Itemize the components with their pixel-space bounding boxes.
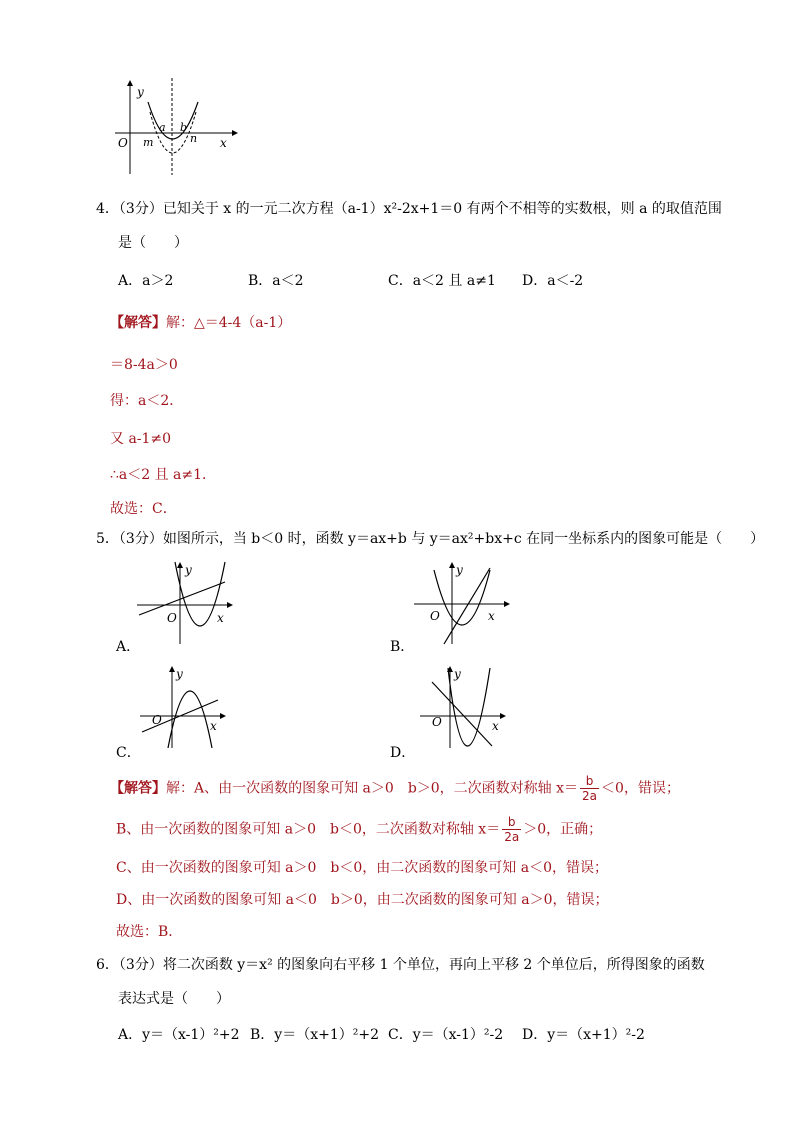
b-x-arrow <box>504 601 510 607</box>
d-x-arrow <box>500 713 506 719</box>
q4-answer <box>110 312 291 332</box>
q5-answer-line4: D、由一次函数的图象可知 a＜0 b＞0，由二次函数的图象可知 a＞0，错误； <box>116 892 609 908</box>
a-origin-label: O <box>167 611 177 625</box>
c-parabola <box>168 691 212 748</box>
c-y-arrow <box>169 666 175 672</box>
d-origin-label: O <box>432 715 442 729</box>
fraction-denominator: 2a <box>582 789 598 803</box>
d-x-label: x <box>492 719 499 733</box>
fraction-denominator: 2a <box>504 830 520 844</box>
a-x-label: x <box>217 611 224 625</box>
q6-option-a: A．y＝（x-1）²+2 <box>118 1027 240 1043</box>
q6-option-c: C．y＝（x-1）²-2 <box>388 1027 504 1043</box>
fig-a-label: a <box>159 121 166 134</box>
a-x-arrow <box>227 602 233 608</box>
q5-answer-line1 <box>110 774 680 803</box>
q4-option-d: D．a＜-2 <box>522 273 584 289</box>
q5-option-b-label: B． <box>390 639 415 655</box>
q4-option-a: A．a＞2 <box>118 273 174 289</box>
q6-option-b: B．y＝（x+1）²+2 <box>250 1027 379 1043</box>
q5-stem-line1: 5．（3分）如图所示，当 b＜0 时，函数 y＝ax+b 与 y＝ax²+bx+c 在同一坐标系内的图象可能是（ ） <box>96 531 765 547</box>
q5-option-d-label: D． <box>390 745 416 761</box>
q5-option-c-label: C． <box>116 745 141 761</box>
b-y-label: y <box>456 563 463 577</box>
c-y-label: y <box>176 667 183 681</box>
q5-answer-line1-post: ＜0，错误； <box>601 780 680 797</box>
b-origin-label: O <box>430 609 440 623</box>
fig-y-label: y <box>137 85 144 99</box>
q5-answer-line5: 故选：B． <box>116 924 183 940</box>
q5-answer-line2-post: ＞0，正确； <box>523 821 603 838</box>
q6-stem-line1: 6．（3分）将二次函数 y＝x² 的图象向右平移 1 个单位，再向上平移 2 个单位后，所得图象的函数 <box>96 957 705 973</box>
q4-stem-line1: 4．（3分）已知关于 x 的一元二次方程（a-1）x²-2x+1＝0 有两个不相等的实数根，则 a 的取值范围 <box>96 201 722 217</box>
y-arrow <box>127 80 133 86</box>
a-y-arrow <box>177 562 183 568</box>
fraction-numerator: b <box>502 815 521 830</box>
c-x-arrow <box>220 713 226 719</box>
fraction-b-over-2a <box>580 774 599 803</box>
fig-x-label: x <box>220 136 227 150</box>
fig-origin-label: O <box>118 136 128 150</box>
fig-m-label: m <box>143 136 154 149</box>
a-y-label: y <box>185 563 192 577</box>
c-x-label: x <box>210 719 217 733</box>
fraction-numerator: b <box>580 774 599 789</box>
q5-answer-line2-pre: B、由一次函数的图象可知 a＞0 b＜0，二次函数对称轴 x＝ <box>116 821 501 838</box>
q4-option-b: B．a＜2 <box>248 273 304 289</box>
q5-answer-line1-pre: 解：A、由一次函数的图象可知 a＞0 b＞0，二次函数对称轴 x＝ <box>166 780 579 797</box>
b-y-arrow <box>449 562 455 568</box>
q4-stem-line2: 是（ ） <box>118 235 188 251</box>
q4-answer-line4: 又 a-1≠0 <box>110 431 172 447</box>
fig-b-label: b <box>180 121 188 134</box>
fig-n-label: n <box>190 132 198 145</box>
x-arrow <box>232 130 238 136</box>
q4-answer-line6: 故选：C． <box>110 501 177 517</box>
q5-graph-c <box>138 664 238 749</box>
q5-answer-tag: 【解答】 <box>110 780 166 797</box>
q4-option-c: C．a＜2 且 a≠1 <box>388 273 496 289</box>
q4-answer-line1: 解：△＝4-4（a-1） <box>166 315 292 331</box>
q4-answer-line2: ＝8-4a＞0 <box>110 357 178 373</box>
q4-answer-line3: 得：a＜2． <box>110 393 184 409</box>
q4-answer-line5: ∴a＜2 且 a≠1． <box>110 467 217 483</box>
q6-stem-line2: 表达式是（ ） <box>118 991 230 1007</box>
q6-option-d: D．y＝（x+1）²-2 <box>522 1027 645 1043</box>
b-x-label: x <box>488 609 495 623</box>
d-line <box>432 682 492 746</box>
q5-option-a-label: A． <box>116 639 141 655</box>
q5-graph-a <box>135 560 235 645</box>
q5-graph-b <box>412 560 512 645</box>
d-y-label: y <box>454 667 461 681</box>
q4-answer-tag: 【解答】 <box>110 315 166 331</box>
fraction-b-over-2a <box>502 815 521 844</box>
b-parabola <box>434 570 490 625</box>
top-figure <box>110 76 240 176</box>
c-origin-label: O <box>152 713 162 727</box>
q5-answer-line2 <box>116 815 602 844</box>
q5-answer-line3: C、由一次函数的图象可知 a＞0 b＜0，由二次函数的图象可知 a＜0，错误； <box>116 860 608 876</box>
q5-graph-d <box>418 664 518 749</box>
b-line <box>444 568 490 644</box>
